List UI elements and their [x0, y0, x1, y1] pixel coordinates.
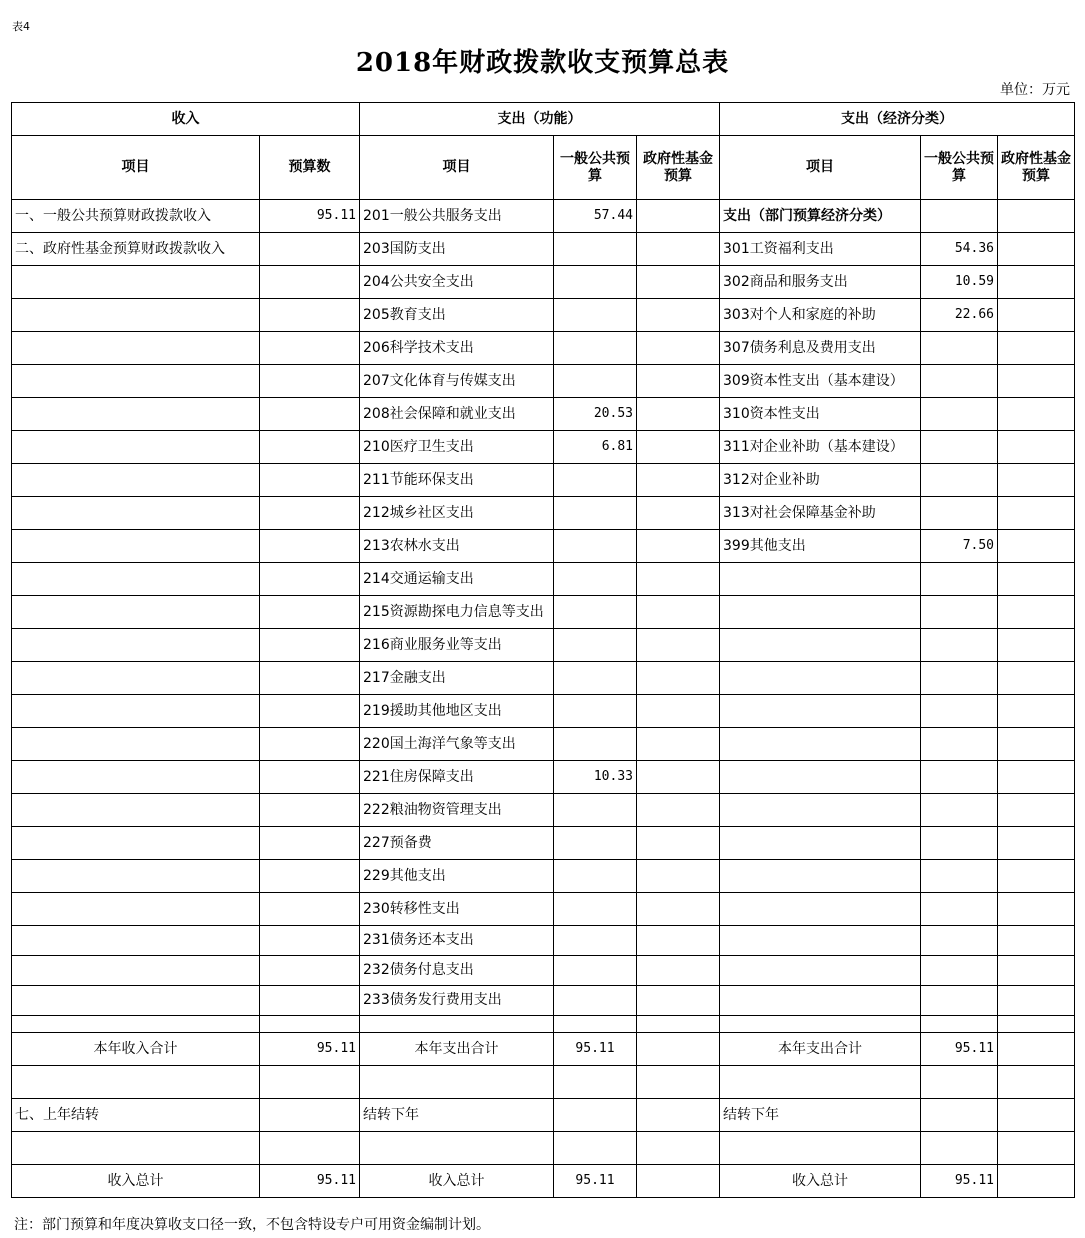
function-fund-budget-cell	[637, 497, 720, 530]
economic-fund-budget-cell	[998, 233, 1075, 266]
function-general-budget-cell	[554, 695, 637, 728]
economic-general-budget-cell: 95.11	[921, 1033, 998, 1066]
income-budget-cell	[260, 266, 360, 299]
economic-general-budget-cell	[921, 1099, 998, 1132]
income-budget-cell	[260, 398, 360, 431]
function-general-budget-cell	[554, 986, 637, 1016]
income-budget-cell	[260, 728, 360, 761]
income-item-cell	[12, 1066, 260, 1099]
economic-general-budget-cell	[921, 497, 998, 530]
economic-fund-budget-cell	[998, 1165, 1075, 1198]
function-general-budget-cell	[554, 1016, 637, 1033]
table-row	[12, 1099, 1075, 1132]
income-budget-cell	[260, 365, 360, 398]
economic-expense-group-header: 支出（经济分类）	[720, 103, 1075, 136]
function-item-cell: 232债务付息支出	[360, 956, 554, 986]
economic-fund-budget-cell	[998, 662, 1075, 695]
function-fund-budget-cell	[637, 860, 720, 893]
function-item-cell: 本年支出合计	[360, 1033, 554, 1066]
economic-fund-budget-cell	[998, 365, 1075, 398]
function-item-cell: 213农林水支出	[360, 530, 554, 563]
income-budget-cell	[260, 563, 360, 596]
income-item-cell	[12, 926, 260, 956]
income-item-cell	[12, 266, 260, 299]
function-fund-budget-cell	[637, 1099, 720, 1132]
function-fund-budget-cell	[637, 629, 720, 662]
economic-item-cell	[720, 761, 921, 794]
function-item-cell: 212城乡社区支出	[360, 497, 554, 530]
function-fund-budget-cell	[637, 926, 720, 956]
economic-item-cell	[720, 1132, 921, 1165]
income-budget-cell	[260, 860, 360, 893]
function-general-budget-cell: 20.53	[554, 398, 637, 431]
income-item-cell	[12, 1132, 260, 1165]
function-general-budget-cell	[554, 629, 637, 662]
income-item-cell	[12, 563, 260, 596]
economic-fund-budget-cell	[998, 1016, 1075, 1033]
function-general-budget-cell	[554, 827, 637, 860]
income-budget-cell: 95.11	[260, 1033, 360, 1066]
income-budget-cell	[260, 299, 360, 332]
function-item-cell: 结转下年	[360, 1099, 554, 1132]
function-general-budget-cell	[554, 1132, 637, 1165]
income-budget-cell	[260, 761, 360, 794]
economic-general-budget-cell	[921, 695, 998, 728]
income-item-cell: 二、政府性基金预算财政拨款收入	[12, 233, 260, 266]
function-fund-budget-cell	[637, 728, 720, 761]
income-budget-cell	[260, 695, 360, 728]
income-item-cell	[12, 986, 260, 1016]
function-item-header: 项目	[360, 136, 554, 200]
economic-item-cell: 支出（部门预算经济分类）	[720, 200, 921, 233]
economic-item-cell: 结转下年	[720, 1099, 921, 1132]
function-general-budget-cell	[554, 266, 637, 299]
function-general-budget-cell	[554, 596, 637, 629]
economic-item-cell: 收入总计	[720, 1165, 921, 1198]
function-fund-budget-cell	[637, 1016, 720, 1033]
function-item-cell: 215资源勘探电力信息等支出	[360, 596, 554, 629]
economic-fund-budget-cell	[998, 860, 1075, 893]
table-row	[12, 629, 1075, 662]
income-budget-header: 预算数	[260, 136, 360, 200]
income-budget-cell	[260, 926, 360, 956]
economic-general-budget-cell	[921, 728, 998, 761]
function-expense-group-header: 支出（功能）	[360, 103, 720, 136]
income-item-cell	[12, 1016, 260, 1033]
economic-fund-budget-cell	[998, 695, 1075, 728]
economic-item-cell	[720, 1016, 921, 1033]
table-row	[12, 266, 1075, 299]
function-fund-budget-cell	[637, 563, 720, 596]
income-item-cell	[12, 956, 260, 986]
function-general-budget-cell	[554, 926, 637, 956]
economic-fund-budget-cell	[998, 266, 1075, 299]
function-general-budget-cell	[554, 332, 637, 365]
economic-item-cell	[720, 695, 921, 728]
economic-general-budget-cell	[921, 1066, 998, 1099]
economic-fund-budget-cell	[998, 956, 1075, 986]
function-fund-budget-cell	[637, 365, 720, 398]
function-general-budget-cell	[554, 728, 637, 761]
function-general-budget-cell	[554, 956, 637, 986]
function-fund-budget-cell	[637, 1033, 720, 1066]
economic-item-cell	[720, 926, 921, 956]
table-row	[12, 200, 1075, 233]
table-row	[12, 596, 1075, 629]
economic-general-budget-cell	[921, 956, 998, 986]
economic-item-cell	[720, 827, 921, 860]
function-general-budget-cell	[554, 893, 637, 926]
economic-item-cell	[720, 1066, 921, 1099]
economic-general-budget-cell	[921, 365, 998, 398]
function-item-cell	[360, 1132, 554, 1165]
income-item-cell	[12, 827, 260, 860]
function-item-cell: 233债务发行费用支出	[360, 986, 554, 1016]
economic-fund-budget-cell	[998, 398, 1075, 431]
table-row	[12, 332, 1075, 365]
economic-item-cell	[720, 563, 921, 596]
table-row	[12, 464, 1075, 497]
function-general-budget-cell: 95.11	[554, 1165, 637, 1198]
function-item-cell: 227预备费	[360, 827, 554, 860]
economic-item-cell	[720, 893, 921, 926]
function-fund-budget-cell	[637, 332, 720, 365]
function-fund-budget-cell	[637, 761, 720, 794]
income-item-cell	[12, 497, 260, 530]
economic-item-cell: 301工资福利支出	[720, 233, 921, 266]
function-fund-budget-cell	[637, 794, 720, 827]
economic-general-budget-cell: 95.11	[921, 1165, 998, 1198]
function-fund-budget-cell	[637, 1066, 720, 1099]
income-budget-cell	[260, 662, 360, 695]
function-item-cell: 221住房保障支出	[360, 761, 554, 794]
table-body	[12, 200, 1075, 1198]
economic-fund-budget-cell	[998, 827, 1075, 860]
function-item-cell: 204公共安全支出	[360, 266, 554, 299]
function-general-budget-cell: 10.33	[554, 761, 637, 794]
economic-item-cell: 303对个人和家庭的补助	[720, 299, 921, 332]
economic-fund-budget-cell	[998, 629, 1075, 662]
economic-general-budget-cell	[921, 662, 998, 695]
table-row	[12, 926, 1075, 956]
income-budget-cell: 95.11	[260, 1165, 360, 1198]
income-item-cell	[12, 398, 260, 431]
function-item-cell: 231债务还本支出	[360, 926, 554, 956]
income-budget-cell	[260, 827, 360, 860]
economic-general-budget-cell	[921, 1016, 998, 1033]
function-fund-budget-cell	[637, 431, 720, 464]
economic-general-budget-cell	[921, 1132, 998, 1165]
function-item-cell: 216商业服务业等支出	[360, 629, 554, 662]
economic-fund-budget-cell	[998, 1099, 1075, 1132]
table-row	[12, 761, 1075, 794]
table-row	[12, 986, 1075, 1016]
economic-item-cell	[720, 596, 921, 629]
page-title: 2018年财政拨款收支预算总表	[355, 48, 730, 78]
economic-fund-budget-cell	[998, 563, 1075, 596]
income-item-cell: 本年收入合计	[12, 1033, 260, 1066]
income-item-cell	[12, 794, 260, 827]
income-item-cell: 一、一般公共预算财政拨款收入	[12, 200, 260, 233]
income-item-cell	[12, 629, 260, 662]
function-item-cell: 收入总计	[360, 1165, 554, 1198]
income-budget-cell	[260, 530, 360, 563]
economic-fund-budget-cell	[998, 728, 1075, 761]
economic-general-budget-cell	[921, 827, 998, 860]
income-budget-cell	[260, 233, 360, 266]
economic-general-budget-cell	[921, 893, 998, 926]
function-item-cell: 214交通运输支出	[360, 563, 554, 596]
function-general-budget-cell	[554, 233, 637, 266]
economic-item-cell: 313对社会保障基金补助	[720, 497, 921, 530]
function-item-cell: 210医疗卫生支出	[360, 431, 554, 464]
economic-general-budget-cell	[921, 431, 998, 464]
economic-item-cell	[720, 860, 921, 893]
economic-general-budget-cell: 22.66	[921, 299, 998, 332]
income-item-cell	[12, 695, 260, 728]
income-item-cell	[12, 332, 260, 365]
function-item-cell: 207文化体育与传媒支出	[360, 365, 554, 398]
income-item-cell	[12, 530, 260, 563]
economic-general-budget-header: 一般公共预算	[921, 136, 998, 200]
table-row	[12, 563, 1075, 596]
income-item-cell: 七、上年结转	[12, 1099, 260, 1132]
function-fund-budget-cell	[637, 827, 720, 860]
function-fund-budget-cell	[637, 233, 720, 266]
income-item-cell	[12, 860, 260, 893]
economic-general-budget-cell	[921, 629, 998, 662]
table-row	[12, 1033, 1075, 1066]
table-row	[12, 728, 1075, 761]
economic-general-budget-cell	[921, 926, 998, 956]
function-fund-budget-cell	[637, 1132, 720, 1165]
table-row	[12, 1066, 1075, 1099]
function-fund-budget-cell	[637, 464, 720, 497]
economic-item-cell	[720, 728, 921, 761]
function-item-cell: 203国防支出	[360, 233, 554, 266]
economic-fund-budget-cell	[998, 596, 1075, 629]
function-general-budget-cell	[554, 662, 637, 695]
income-item-cell	[12, 431, 260, 464]
function-fund-budget-cell	[637, 200, 720, 233]
function-general-budget-header: 一般公共预算	[554, 136, 637, 200]
income-item-cell	[12, 299, 260, 332]
function-general-budget-cell: 95.11	[554, 1033, 637, 1066]
function-fund-budget-cell	[637, 956, 720, 986]
economic-general-budget-cell	[921, 398, 998, 431]
economic-item-cell: 307债务利息及费用支出	[720, 332, 921, 365]
income-budget-cell	[260, 986, 360, 1016]
economic-item-cell: 302商品和服务支出	[720, 266, 921, 299]
income-item-cell	[12, 464, 260, 497]
economic-fund-budget-cell	[998, 497, 1075, 530]
economic-fund-budget-header: 政府性基金预算	[998, 136, 1075, 200]
function-item-cell: 208社会保障和就业支出	[360, 398, 554, 431]
economic-item-cell: 312对企业补助	[720, 464, 921, 497]
function-fund-budget-cell	[637, 398, 720, 431]
income-budget-cell	[260, 1099, 360, 1132]
income-budget-cell	[260, 332, 360, 365]
function-item-cell: 230转移性支出	[360, 893, 554, 926]
function-general-budget-cell	[554, 299, 637, 332]
table-row	[12, 398, 1075, 431]
economic-item-cell	[720, 794, 921, 827]
table-row	[12, 794, 1075, 827]
table-row	[12, 662, 1075, 695]
economic-fund-budget-cell	[998, 926, 1075, 956]
table-row	[12, 893, 1075, 926]
function-fund-budget-cell	[637, 893, 720, 926]
economic-fund-budget-cell	[998, 986, 1075, 1016]
economic-item-header: 项目	[720, 136, 921, 200]
income-item-cell	[12, 761, 260, 794]
table-row	[12, 956, 1075, 986]
function-general-budget-cell: 57.44	[554, 200, 637, 233]
economic-fund-budget-cell	[998, 299, 1075, 332]
economic-general-budget-cell: 7.50	[921, 530, 998, 563]
economic-item-cell: 399其他支出	[720, 530, 921, 563]
economic-general-budget-cell	[921, 464, 998, 497]
income-budget-cell	[260, 596, 360, 629]
economic-general-budget-cell	[921, 761, 998, 794]
income-budget-cell	[260, 464, 360, 497]
footnote: 注：部门预算和年度决算收支口径一致，不包含特设专户可用资金编制计划。	[14, 1217, 490, 1233]
function-item-cell: 205教育支出	[360, 299, 554, 332]
table-row	[12, 1132, 1075, 1165]
function-item-cell: 222粮油物资管理支出	[360, 794, 554, 827]
economic-fund-budget-cell	[998, 761, 1075, 794]
function-general-budget-cell	[554, 530, 637, 563]
economic-item-cell	[720, 956, 921, 986]
table-row	[12, 827, 1075, 860]
economic-general-budget-cell	[921, 860, 998, 893]
income-budget-cell	[260, 1132, 360, 1165]
economic-fund-budget-cell	[998, 332, 1075, 365]
income-item-cell	[12, 596, 260, 629]
table-row	[12, 497, 1075, 530]
economic-fund-budget-cell	[998, 1132, 1075, 1165]
table-number-tag: 表4	[12, 20, 30, 33]
economic-fund-budget-cell	[998, 464, 1075, 497]
economic-item-cell: 310资本性支出	[720, 398, 921, 431]
function-item-cell: 229其他支出	[360, 860, 554, 893]
income-budget-cell	[260, 893, 360, 926]
function-fund-budget-cell	[637, 596, 720, 629]
economic-general-budget-cell: 10.59	[921, 266, 998, 299]
income-item-cell	[12, 365, 260, 398]
income-budget-cell: 95.11	[260, 200, 360, 233]
function-fund-budget-cell	[637, 695, 720, 728]
function-general-budget-cell	[554, 497, 637, 530]
economic-general-budget-cell	[921, 986, 998, 1016]
economic-fund-budget-cell	[998, 200, 1075, 233]
economic-fund-budget-cell	[998, 530, 1075, 563]
function-fund-budget-header: 政府性基金预算	[637, 136, 720, 200]
income-budget-cell	[260, 956, 360, 986]
economic-general-budget-cell	[921, 200, 998, 233]
function-item-cell: 217金融支出	[360, 662, 554, 695]
income-budget-cell	[260, 1016, 360, 1033]
economic-fund-budget-cell	[998, 1033, 1075, 1066]
function-item-cell: 201一般公共服务支出	[360, 200, 554, 233]
function-fund-budget-cell	[637, 662, 720, 695]
economic-fund-budget-cell	[998, 893, 1075, 926]
table-row	[12, 233, 1075, 266]
table-row	[12, 530, 1075, 563]
function-item-cell: 220国土海洋气象等支出	[360, 728, 554, 761]
income-item-header: 项目	[12, 136, 260, 200]
income-budget-cell	[260, 1066, 360, 1099]
table-row	[12, 299, 1075, 332]
income-item-cell: 收入总计	[12, 1165, 260, 1198]
function-fund-budget-cell	[637, 299, 720, 332]
table-row	[12, 860, 1075, 893]
income-item-cell	[12, 728, 260, 761]
economic-general-budget-cell	[921, 596, 998, 629]
function-general-budget-cell	[554, 794, 637, 827]
economic-fund-budget-cell	[998, 431, 1075, 464]
function-fund-budget-cell	[637, 530, 720, 563]
economic-general-budget-cell: 54.36	[921, 233, 998, 266]
table-row	[12, 1165, 1075, 1198]
function-general-budget-cell: 6.81	[554, 431, 637, 464]
income-item-cell	[12, 662, 260, 695]
income-budget-cell	[260, 794, 360, 827]
economic-item-cell	[720, 662, 921, 695]
table-row	[12, 365, 1075, 398]
economic-fund-budget-cell	[998, 794, 1075, 827]
economic-item-cell: 309资本性支出（基本建设）	[720, 365, 921, 398]
income-budget-cell	[260, 431, 360, 464]
function-fund-budget-cell	[637, 986, 720, 1016]
economic-general-budget-cell	[921, 563, 998, 596]
function-item-cell: 219援助其他地区支出	[360, 695, 554, 728]
budget-table	[11, 102, 1075, 1198]
economic-general-budget-cell	[921, 332, 998, 365]
function-item-cell: 211节能环保支出	[360, 464, 554, 497]
economic-item-cell: 本年支出合计	[720, 1033, 921, 1066]
income-budget-cell	[260, 629, 360, 662]
function-general-budget-cell	[554, 1099, 637, 1132]
function-general-budget-cell	[554, 860, 637, 893]
function-general-budget-cell	[554, 365, 637, 398]
function-general-budget-cell	[554, 464, 637, 497]
function-item-cell	[360, 1066, 554, 1099]
economic-item-cell	[720, 629, 921, 662]
function-item-cell	[360, 1016, 554, 1033]
table-row	[12, 431, 1075, 464]
function-general-budget-cell	[554, 1066, 637, 1099]
function-general-budget-cell	[554, 563, 637, 596]
table-row	[12, 1016, 1075, 1033]
income-budget-cell	[260, 497, 360, 530]
economic-item-cell	[720, 986, 921, 1016]
function-fund-budget-cell	[637, 266, 720, 299]
income-group-header: 收入	[12, 103, 360, 136]
function-item-cell: 206科学技术支出	[360, 332, 554, 365]
economic-general-budget-cell	[921, 794, 998, 827]
economic-fund-budget-cell	[998, 1066, 1075, 1099]
economic-item-cell: 311对企业补助（基本建设）	[720, 431, 921, 464]
function-fund-budget-cell	[637, 1165, 720, 1198]
unit-label: 单位：万元	[1000, 82, 1070, 98]
income-item-cell	[12, 893, 260, 926]
table-row	[12, 695, 1075, 728]
